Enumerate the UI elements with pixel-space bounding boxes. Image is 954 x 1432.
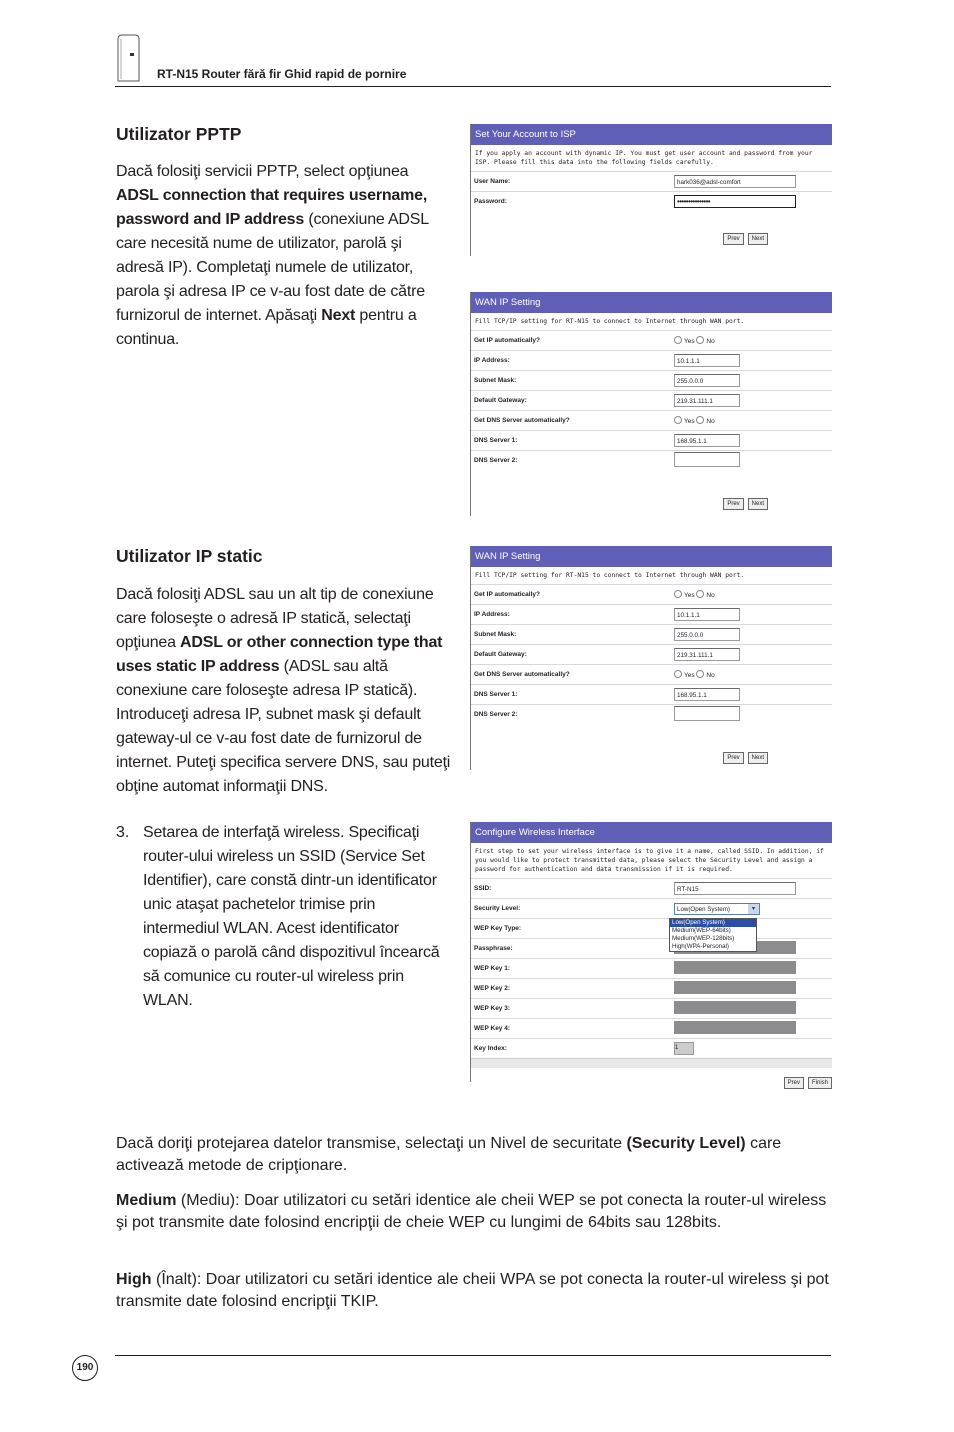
wan-ip-description: Fill TCP/IP setting for RT-N15 to connect to Internet through WAN port. — [475, 318, 745, 325]
wan-ip-screenshot-static — [470, 546, 832, 770]
get-ip-auto-label: Get IP automatically? — [471, 331, 671, 351]
pptp-paragraph: Dacă folosiţi servicii PPTP, select opţiunea ADSL connection that requires username, password and IP address (conexiune ADSL care necesită nume de utilizator, parolă şi adresă IP). Completaţi numele de utilizator, parola şi adresa IP ce v-au fost date de către furnizorul de internet. Apăsaţi Next pentru a continua. — [116, 163, 429, 348]
option-medium-128[interactable]: Medium(WEP-128bits) — [672, 935, 735, 942]
wep-key-1-input[interactable] — [674, 961, 796, 974]
security-level-paragraph: Dacă doriţi protejarea datelor transmise, selectaţi un Nivel de securitate (Security Level) care activează metode de cripţionare. — [116, 1135, 782, 1174]
static-ip-paragraph: Dacă folosiţi ADSL sau un alt tip de conexiune care foloseşte o adresă IP statică, selectaţi opţiunea ADSL or other connection type that uses static IP address (ADSL sau altă conexiune care foloseşte adresa IP statică). Introduceţi adresa IP, subnet mask şi default gateway-ul ce v-au fost date de furnizorul de internet. Puteţi specifica servere DNS, sau puteţi obţine automat informaţii DNS. — [116, 586, 451, 795]
yes-label: Yes — [684, 418, 695, 425]
prev-button[interactable]: Prev — [723, 498, 743, 510]
dns-auto-label: Get DNS Server automatically? — [471, 411, 671, 431]
prev-button[interactable]: Prev — [784, 1077, 804, 1089]
password-label: Password: — [471, 192, 671, 212]
wep-key-1-label: WEP Key 1: — [471, 959, 671, 979]
key-index-label: Key Index: — [471, 1039, 671, 1059]
ssid-input[interactable]: RT-N15 — [674, 882, 796, 895]
step-3-text: Setarea de interfaţă wireless. Specificaţi router-ului wireless un SSID (Service Set Identifier), care constă dintr-un identificator unic ataşat pachetelor trimise prin intermediul WLAN. Acest identificator copiază o parolă când dispozitivul încearcă să comunice cu router-ul wireless prin WLAN. — [143, 824, 440, 1009]
get-ip-no-radio[interactable] — [696, 336, 704, 344]
dns-server-1-input[interactable]: 168.95.1.1 — [674, 688, 740, 701]
wireless-interface-screenshot — [470, 822, 832, 1086]
no-label: No — [706, 338, 715, 345]
subnet-mask-input[interactable]: 255.0.0.0 — [674, 628, 740, 641]
header-divider — [115, 86, 831, 87]
wan-ip-title: WAN IP Setting — [471, 546, 832, 567]
security-level-select[interactable] — [674, 903, 760, 915]
default-gateway-label: Default Gateway: — [471, 391, 671, 411]
security-level-options — [669, 918, 757, 952]
next-button[interactable]: Next — [748, 752, 768, 764]
option-high[interactable]: High(WPA-Personal) — [672, 943, 729, 950]
prev-button[interactable]: Prev — [723, 752, 743, 764]
get-ip-auto-label: Get IP automatically? — [471, 585, 671, 605]
wep-key-3-label: WEP Key 3: — [471, 999, 671, 1019]
dns-auto-label: Get DNS Server automatically? — [471, 665, 671, 685]
wireless-interface-description: First step to set your wireless interface is to give it a name, called SSID. In addition, if you would like to protect transmitted data, please select the Security Level and assign a password for authentication and data transmission if it is required. — [475, 848, 824, 873]
no-label: No — [706, 672, 715, 679]
pptp-heading: Utilizator PPTP — [116, 124, 242, 144]
username-label: User Name: — [471, 172, 671, 192]
wan-ip-description: Fill TCP/IP setting for RT-N15 to connect to Internet through WAN port. — [475, 572, 745, 579]
scroll-bar[interactable] — [471, 1058, 832, 1068]
high-paragraph: High (Înalt): Doar utilizatori cu setări identice ale cheii WPA se pot conecta la router-ul wireless şi pot transmite date folosind encripţii TKIP. — [116, 1271, 829, 1310]
chevron-down-icon[interactable]: ▾ — [748, 904, 759, 914]
key-index-value: 1 — [675, 1045, 679, 1051]
isp-account-screenshot — [470, 124, 832, 256]
dns-server-2-input[interactable] — [674, 452, 740, 467]
get-ip-yes-radio[interactable] — [674, 336, 682, 344]
dns-auto-yes-radio[interactable] — [674, 670, 682, 678]
subnet-mask-label: Subnet Mask: — [471, 625, 671, 645]
wep-key-type-label: WEP Key Type: — [471, 919, 671, 939]
ip-address-label: IP Address: — [471, 605, 671, 625]
security-level-label: Security Level: — [471, 899, 671, 919]
no-label: No — [706, 418, 715, 425]
ssid-label: SSID: — [471, 879, 671, 899]
dns-server-2-label: DNS Server 2: — [471, 705, 671, 725]
header-title: RT-N15 Router fără fir Ghid rapid de pornire — [157, 67, 407, 81]
security-level-value: Low(Open System) — [677, 905, 730, 913]
subnet-mask-input[interactable]: 255.0.0.0 — [674, 374, 740, 387]
default-gateway-input[interactable]: 219.31.111.1 — [674, 648, 740, 661]
yes-label: Yes — [684, 592, 695, 599]
wireless-interface-title: Configure Wireless Interface — [471, 822, 832, 843]
ip-address-input[interactable]: 10.1.1.1 — [674, 354, 740, 367]
dns-auto-no-radio[interactable] — [696, 670, 704, 678]
subnet-mask-label: Subnet Mask: — [471, 371, 671, 391]
isp-account-description: If you apply an account with dynamic IP. You must get user account and password from your ISP. Please fill this data into the following fields carefully. — [475, 150, 813, 166]
prev-button[interactable]: Prev — [723, 233, 743, 245]
footer-divider — [115, 1355, 831, 1356]
get-ip-no-radio[interactable] — [696, 590, 704, 598]
yes-label: Yes — [684, 338, 695, 345]
default-gateway-label: Default Gateway: — [471, 645, 671, 665]
dns-server-1-label: DNS Server 1: — [471, 431, 671, 451]
password-input[interactable]: ••••••••••••••• — [674, 195, 796, 208]
wan-ip-title: WAN IP Setting — [471, 292, 832, 313]
passphrase-label: Passphrase: — [471, 939, 671, 959]
router-icon — [115, 33, 141, 83]
dns-auto-yes-radio[interactable] — [674, 416, 682, 424]
dns-server-2-input[interactable] — [674, 706, 740, 721]
medium-paragraph: Medium (Mediu): Doar utilizatori cu setări identice ale cheii WEP se pot conecta la router-ul wireless şi pot transmite date folosind encripţii de cheie WEP cu lungimi de 64bits sau 128bits. — [116, 1192, 827, 1231]
no-label: No — [706, 592, 715, 599]
key-index-select[interactable] — [674, 1042, 694, 1055]
option-medium-64[interactable]: Medium(WEP-64bits) — [672, 927, 731, 934]
ip-address-label: IP Address: — [471, 351, 671, 371]
get-ip-yes-radio[interactable] — [674, 590, 682, 598]
option-low[interactable]: Low(Open System) — [670, 919, 756, 927]
finish-button[interactable]: Finish — [808, 1077, 832, 1089]
wan-ip-screenshot-pptp — [470, 292, 832, 516]
dns-server-1-label: DNS Server 1: — [471, 685, 671, 705]
wep-key-3-input[interactable] — [674, 1001, 796, 1014]
step-number: 3. — [116, 824, 130, 841]
isp-account-title: Set Your Account to ISP — [471, 124, 832, 145]
default-gateway-input[interactable]: 219.31.111.1 — [674, 394, 740, 407]
wep-key-4-input[interactable] — [674, 1021, 796, 1034]
wep-key-2-label: WEP Key 2: — [471, 979, 671, 999]
ip-address-input[interactable]: 10.1.1.1 — [674, 608, 740, 621]
static-ip-heading: Utilizator IP static — [116, 546, 263, 566]
dns-auto-no-radio[interactable] — [696, 416, 704, 424]
wep-key-4-label: WEP Key 4: — [471, 1019, 671, 1039]
yes-label: Yes — [684, 672, 695, 679]
next-button[interactable]: Next — [748, 498, 768, 510]
wep-key-2-input[interactable] — [674, 981, 796, 994]
page-number: 190 — [72, 1355, 98, 1381]
next-button[interactable]: Next — [748, 233, 768, 245]
username-input[interactable]: hark036@adsl-comfort — [674, 175, 796, 188]
dns-server-2-label: DNS Server 2: — [471, 451, 671, 471]
dns-server-1-input[interactable]: 168.95.1.1 — [674, 434, 740, 447]
